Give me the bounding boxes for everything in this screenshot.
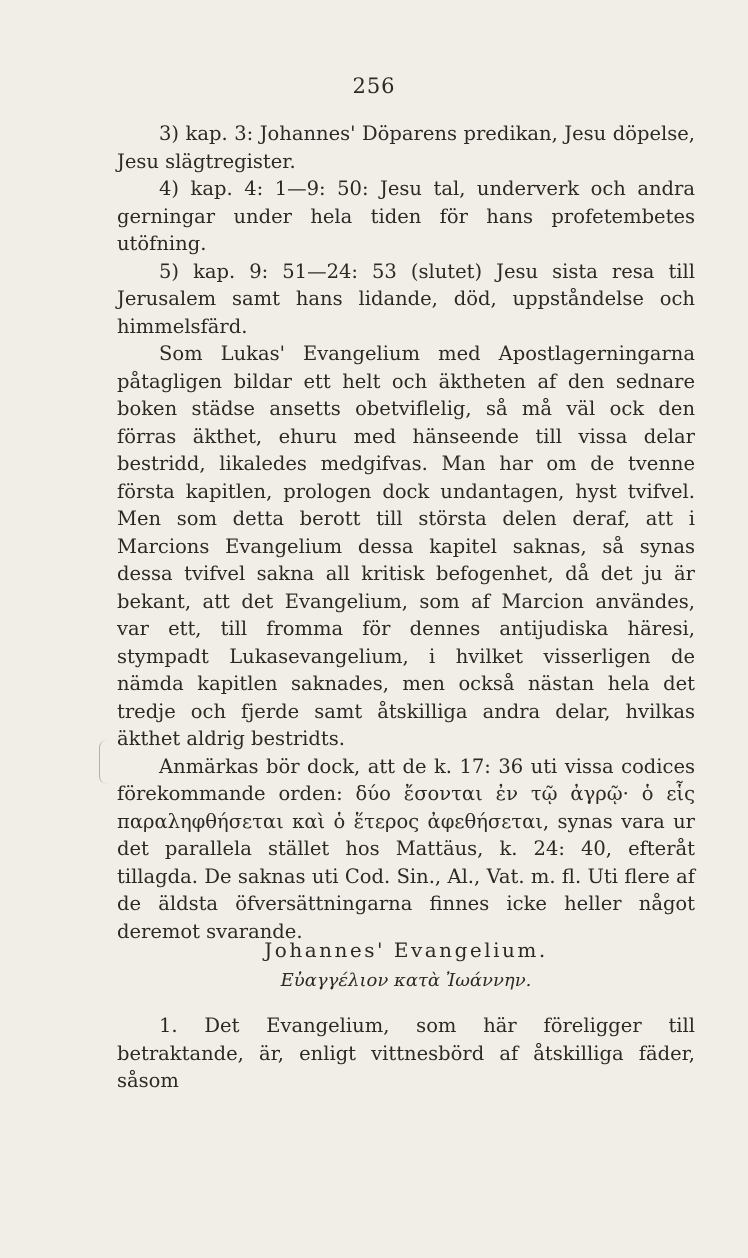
paragraph-note-codices: Anmärkas bör dock, att de k. 17: 36 uti vissa codices förekommande orden: δύο ἔσονται ἐν τῷ ἀγρῷ· ὁ εἷς παραληφθήσεται καὶ ὁ ἕτερος ἀφεθήσεται, synas vara ur det parallela stället hos Mattäus, k. 24: 40, efteråt tillagda. De saknas uti Cod. Sin., Al., Vat. m. fl. Uti flere af de äldsta öfversättningarna finnes icke heller något deremot svarande.	[117, 754, 695, 943]
paragraph-list-item-5: 5) kap. 9: 51—24: 53 (slutet) Jesu sista resa till Jerusalem samt hans lidande, död, uppståndelse och himmelsfärd.	[117, 259, 695, 338]
paragraph-authenticity: Som Lukas' Evangelium med Apostlagerningarna påtagligen bildar ett helt och äktheten af den sednare boken städse ansetts obetviflelig, så må väl ock den förras äkthet, ehuru med hänseende till vissa delar bestridd, likaledes medgifvas. Man har om de tvenne första kapitlen, prologen dock undantagen, hyst tvifvel. Men som detta berott till största delen deraf, att i Marcions Evangelium dessa kapitel saknas, så synas dessa tvifvel sakna all kritisk befogenhet, då det ju är bekant, att det Evangelium, som af Marcion användes, var ett, till fromma för dennes antijudiska häresi, stympadt Lukasevangelium, i hvilket visserligen de nämda kapitlen saknades, men också nästan hela det tredje och fjerde samt åtskilliga andra delar, hvilkas äkthet aldrig bestridts.	[117, 342, 695, 750]
paragraph-list-item-3: 3) kap. 3: Johannes' Döparens predikan, Jesu döpelse, Jesu slägtregister.	[117, 122, 695, 173]
main-text-block	[117, 120, 695, 945]
page-number: 256	[352, 74, 396, 98]
paragraph-list-item-4: 4) kap. 4: 1—9: 50: Jesu tal, underverk och andra gerningar under hela tiden för hans profetembetes utöfning.	[117, 177, 695, 255]
section-paragraph-1: 1. Det Evangelium, som här föreligger till betraktande, är, enligt vittnesbörd af åtskilliga fäder, såsom	[117, 1014, 695, 1092]
section-heading: Johannes' Evangelium.	[264, 938, 548, 962]
margin-pencil-mark	[99, 740, 110, 784]
section-text-block	[117, 1012, 695, 1095]
section-subheading: Εὐαγγέλιον κατὰ Ἰωάννην.	[280, 970, 532, 991]
